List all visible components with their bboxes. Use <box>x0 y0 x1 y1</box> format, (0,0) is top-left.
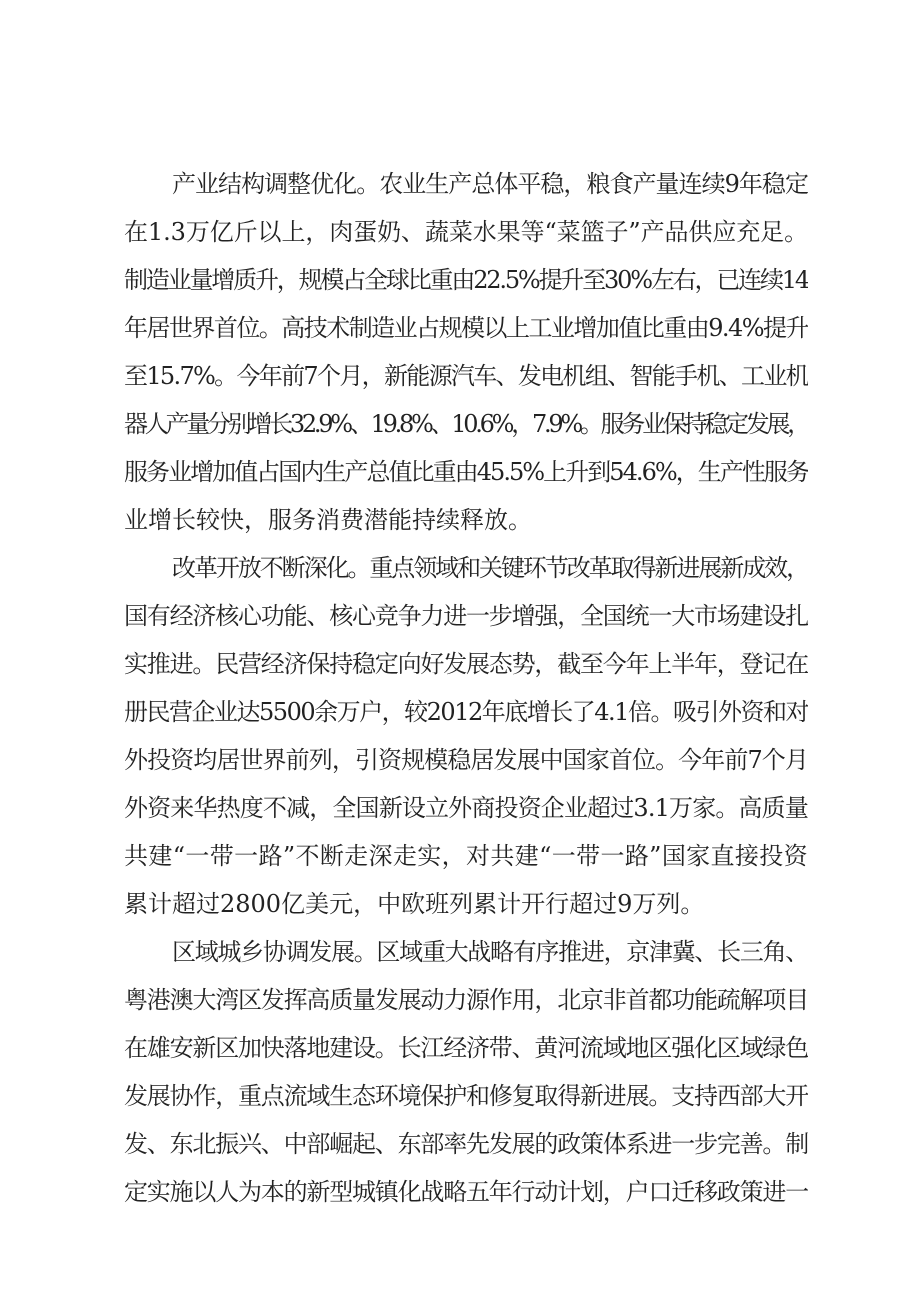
text-line: 发展协作，重点流域生态环境保护和修复取得新进展。支持西部大开 <box>124 1082 808 1110</box>
text-line: 改革开放不断深化。重点领域和关键环节改革取得新进展新成效， <box>172 554 808 582</box>
text-line: 制造业量增质升，规模占全球比重由22.5%提升至30%左右，已连续14 <box>124 266 808 294</box>
text-line: 区域城乡协调发展。区域重大战略有序推进，京津冀、长三角、 <box>172 938 808 966</box>
text-line: 在1.3万亿斤以上，肉蛋奶、蔬菜水果等“菜篮子”产品供应充足。 <box>124 218 808 246</box>
text-line: 外资来华热度不减，全国新设立外商投资企业超过3.1万家。高质量 <box>124 794 808 822</box>
text-line: 册民营企业达5500余万户，较2012年底增长了4.1倍。吸引外资和对 <box>124 698 808 726</box>
text-line: 器人产量分别增长32.9%、19.8%、10.6%，7.9%。服务业保持稳定发展， <box>124 410 808 438</box>
paragraph-regional-development <box>124 928 808 1216</box>
document-body <box>124 160 808 1216</box>
text-line: 国有经济核心功能、核心竞争力进一步增强，全国统一大市场建设扎 <box>124 602 808 630</box>
text-line: 定实施以人为本的新型城镇化战略五年行动计划，户口迁移政策进一 <box>124 1178 808 1206</box>
text-line: 服务业增加值占国内生产总值比重由45.5%上升到54.6%，生产性服务 <box>124 458 808 486</box>
text-line: 共建“一带一路”不断走深走实，对共建“一带一路”国家直接投资 <box>124 842 808 870</box>
text-line: 发、东北振兴、中部崛起、东部率先发展的政策体系进一步完善。制 <box>124 1130 808 1158</box>
text-line: 业增长较快，服务消费潜能持续释放。 <box>124 506 532 534</box>
text-line: 实推进。民营经济保持稳定向好发展态势，截至今年上半年，登记在 <box>124 650 808 678</box>
paragraph-reform-opening <box>124 544 808 928</box>
text-line: 粤港澳大湾区发挥高质量发展动力源作用，北京非首都功能疏解项目 <box>124 986 808 1014</box>
text-line: 至15.7%。今年前7个月，新能源汽车、发电机组、智能手机、工业机 <box>124 362 808 390</box>
paragraph-industrial-structure <box>124 160 808 544</box>
text-line: 外投资均居世界前列，引资规模稳居发展中国家首位。今年前7个月 <box>124 746 808 774</box>
text-line: 累计超过2800亿美元，中欧班列累计开行超过9万列。 <box>124 890 705 918</box>
text-line: 在雄安新区加快落地建设。长江经济带、黄河流域地区强化区域绿色 <box>124 1034 808 1062</box>
text-line: 年居世界首位。高技术制造业占规模以上工业增加值比重由9.4%提升 <box>124 314 808 342</box>
text-line: 产业结构调整优化。农业生产总体平稳，粮食产量连续9年稳定 <box>172 170 808 198</box>
